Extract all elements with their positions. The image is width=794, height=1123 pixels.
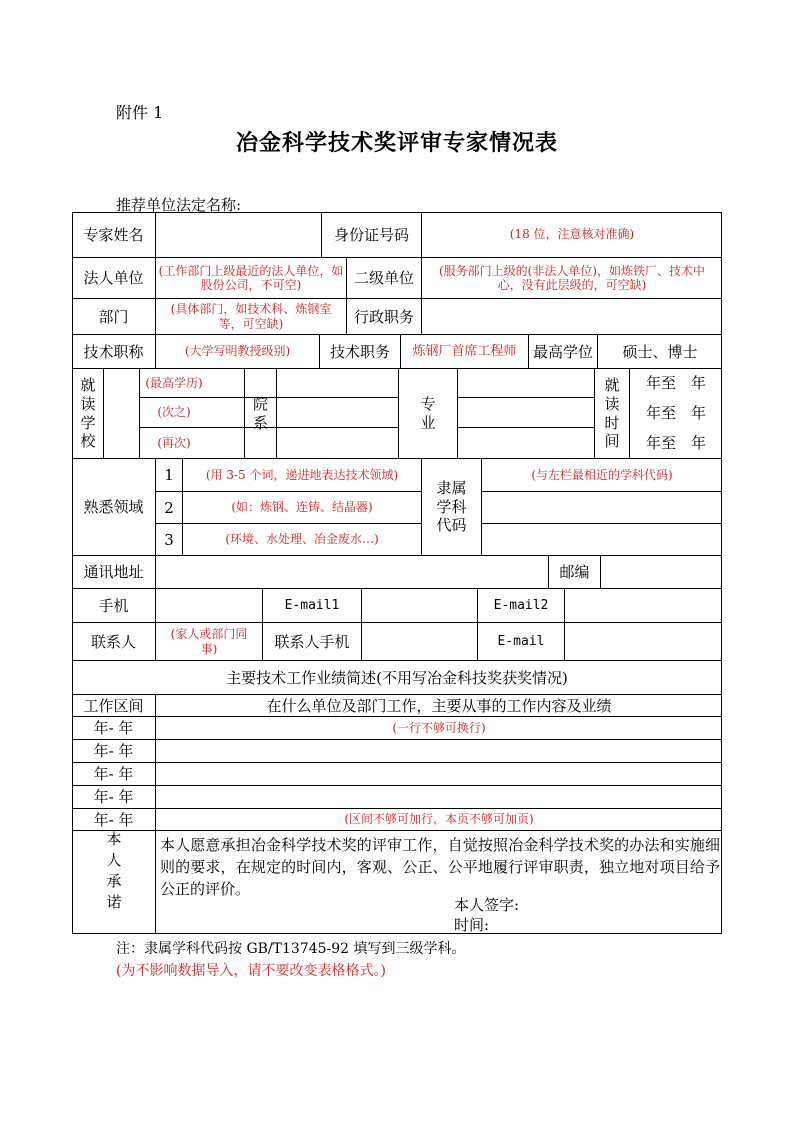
email1-label: E-mail1 bbox=[284, 597, 340, 613]
study-period-label: 就读时间 bbox=[604, 376, 620, 451]
pledge-text: 本人愿意承担冶金科学技术奖的评审工作，自觉按照冶金科学技术奖的办法和实施细则的要求，在规定的时间内，客观、公正、公平地履行评审职责，独立地对项目给予公正的评价。 bbox=[160, 836, 720, 898]
major-row-1[interactable] bbox=[458, 369, 594, 397]
id-number-label: 身份证号码 bbox=[333, 225, 409, 244]
contact-mobile-field[interactable] bbox=[362, 623, 477, 660]
second-unit-label: 二级单位 bbox=[353, 269, 414, 287]
school-row-2[interactable]: (次之) bbox=[157, 405, 191, 420]
study-period-row-1[interactable]: 年至 年 bbox=[645, 374, 706, 392]
attachment-label: 附件 1 bbox=[116, 103, 164, 122]
faculty-label: 院系 bbox=[252, 394, 268, 432]
subject-code-row-3[interactable] bbox=[482, 524, 722, 555]
subject-code-label: 隶属学科代码 bbox=[436, 478, 467, 535]
field-label: 熟悉领域 bbox=[83, 498, 144, 516]
field-no-3: 3 bbox=[164, 530, 174, 549]
admin-post-field[interactable] bbox=[422, 299, 722, 334]
work-row-period[interactable]: 年- 年 bbox=[93, 765, 134, 783]
tech-title-label: 技术职称 bbox=[83, 342, 144, 361]
work-row-desc[interactable] bbox=[156, 786, 722, 808]
school-label: 就读学校 bbox=[80, 376, 96, 451]
mobile-field[interactable] bbox=[156, 589, 262, 622]
id-number-field[interactable]: (18 位，注意核对准确) bbox=[509, 227, 635, 242]
work-summary-title: 主要技术工作业绩简述(不用写冶金科技奖获奖情况) bbox=[226, 668, 568, 687]
email-field[interactable] bbox=[565, 623, 722, 660]
faculty-row-1[interactable] bbox=[277, 369, 398, 397]
work-row-period[interactable]: 年- 年 bbox=[93, 788, 134, 806]
work-row-period[interactable]: 年- 年 bbox=[93, 810, 134, 829]
email2-field[interactable] bbox=[565, 589, 722, 622]
degree-field[interactable]: 硕士、博士 bbox=[622, 342, 698, 361]
major-label: 专业 bbox=[420, 394, 436, 432]
contact-mobile-label: 联系人手机 bbox=[274, 632, 350, 651]
expert-info-table bbox=[72, 212, 722, 934]
major-row-3[interactable] bbox=[458, 428, 594, 458]
tech-title-field[interactable]: (大学写明教授级别) bbox=[184, 344, 291, 359]
department-field[interactable]: (具体部门，如技术科、炼钢室等，可空缺) bbox=[170, 302, 332, 331]
field-no-2: 2 bbox=[164, 498, 174, 517]
work-row-period[interactable]: 年- 年 bbox=[93, 719, 134, 737]
email1-field[interactable] bbox=[362, 589, 477, 622]
tech-post-label: 技术职务 bbox=[329, 342, 390, 361]
postcode-label: 邮编 bbox=[559, 563, 590, 581]
faculty-row-3[interactable] bbox=[277, 428, 398, 458]
mobile-label: 手机 bbox=[98, 596, 129, 615]
address-label: 通讯地址 bbox=[83, 563, 144, 581]
date-label[interactable]: 时间: bbox=[454, 916, 490, 934]
field-row-1[interactable]: (用 3-5 个词，递进地表达技术领域) bbox=[205, 467, 399, 482]
address-field[interactable] bbox=[156, 556, 548, 588]
subject-code-row-2[interactable] bbox=[482, 492, 722, 523]
format-warning: (为不影响数据导入，请不要改变表格格式。) bbox=[116, 963, 386, 979]
footnote: 注：隶属学科代码按 GB/T13745-92 填写到三级学科。 bbox=[116, 941, 466, 957]
work-row-period[interactable]: 年- 年 bbox=[93, 742, 134, 760]
contact-label: 联系人 bbox=[90, 632, 136, 651]
field-no-1: 1 bbox=[164, 466, 174, 484]
page-title: 冶金科学技术奖评审专家情况表 bbox=[235, 130, 558, 156]
major-row-2[interactable] bbox=[458, 398, 594, 427]
signature-label[interactable]: 本人签字: bbox=[454, 896, 520, 914]
study-period-row-2[interactable]: 年至 年 bbox=[645, 403, 706, 422]
work-desc-header: 在什么单位及部门工作，主要从事的工作内容及业绩 bbox=[266, 696, 612, 715]
field-row-2[interactable]: (如：炼钢、连铸、结晶器) bbox=[231, 500, 373, 515]
second-unit-field[interactable]: (服务部门上级的(非法人单位)，如炼铁厂、技术中心，没有此层级的，可空缺) bbox=[438, 263, 706, 292]
legal-unit-label: 法人单位 bbox=[83, 269, 144, 287]
pledge-label: 本人承诺 bbox=[106, 830, 122, 911]
work-row-desc[interactable]: (一行不够可换行) bbox=[392, 720, 486, 735]
study-period-row-3[interactable]: 年至 年 bbox=[645, 434, 706, 452]
work-row-desc[interactable]: (区间不够可加行，本页不够可加页) bbox=[344, 812, 534, 827]
recommend-unit-label: 推荐单位法定名称: bbox=[116, 196, 242, 214]
field-row-3[interactable]: (环境、水处理、冶金废水…) bbox=[225, 532, 379, 547]
work-period-header: 工作区间 bbox=[83, 696, 144, 715]
department-label: 部门 bbox=[98, 307, 129, 326]
subject-code-row-1[interactable]: (与左栏最相近的学科代码) bbox=[531, 467, 673, 482]
postcode-field[interactable] bbox=[601, 556, 722, 588]
school-row-3[interactable]: (再次) bbox=[157, 435, 191, 450]
school-row-1[interactable]: (最高学历) bbox=[145, 375, 203, 390]
email2-label: E-mail2 bbox=[493, 597, 549, 613]
contact-field[interactable]: (家人或部门同事) bbox=[170, 627, 248, 656]
work-row-desc[interactable] bbox=[156, 740, 722, 762]
admin-post-label: 行政职务 bbox=[353, 307, 414, 326]
expert-name-field[interactable] bbox=[156, 212, 321, 257]
tech-post-field[interactable]: 炼钢厂首席工程师 bbox=[412, 343, 517, 359]
degree-label: 最高学位 bbox=[532, 342, 593, 361]
faculty-row-2[interactable] bbox=[277, 398, 398, 427]
legal-unit-field[interactable]: (工作部门上级最近的法人单位，如股份公司，不可空) bbox=[158, 263, 344, 292]
email-label: E-mail bbox=[497, 633, 545, 649]
expert-name-label: 专家姓名 bbox=[83, 225, 144, 244]
work-row-desc[interactable] bbox=[156, 763, 722, 785]
